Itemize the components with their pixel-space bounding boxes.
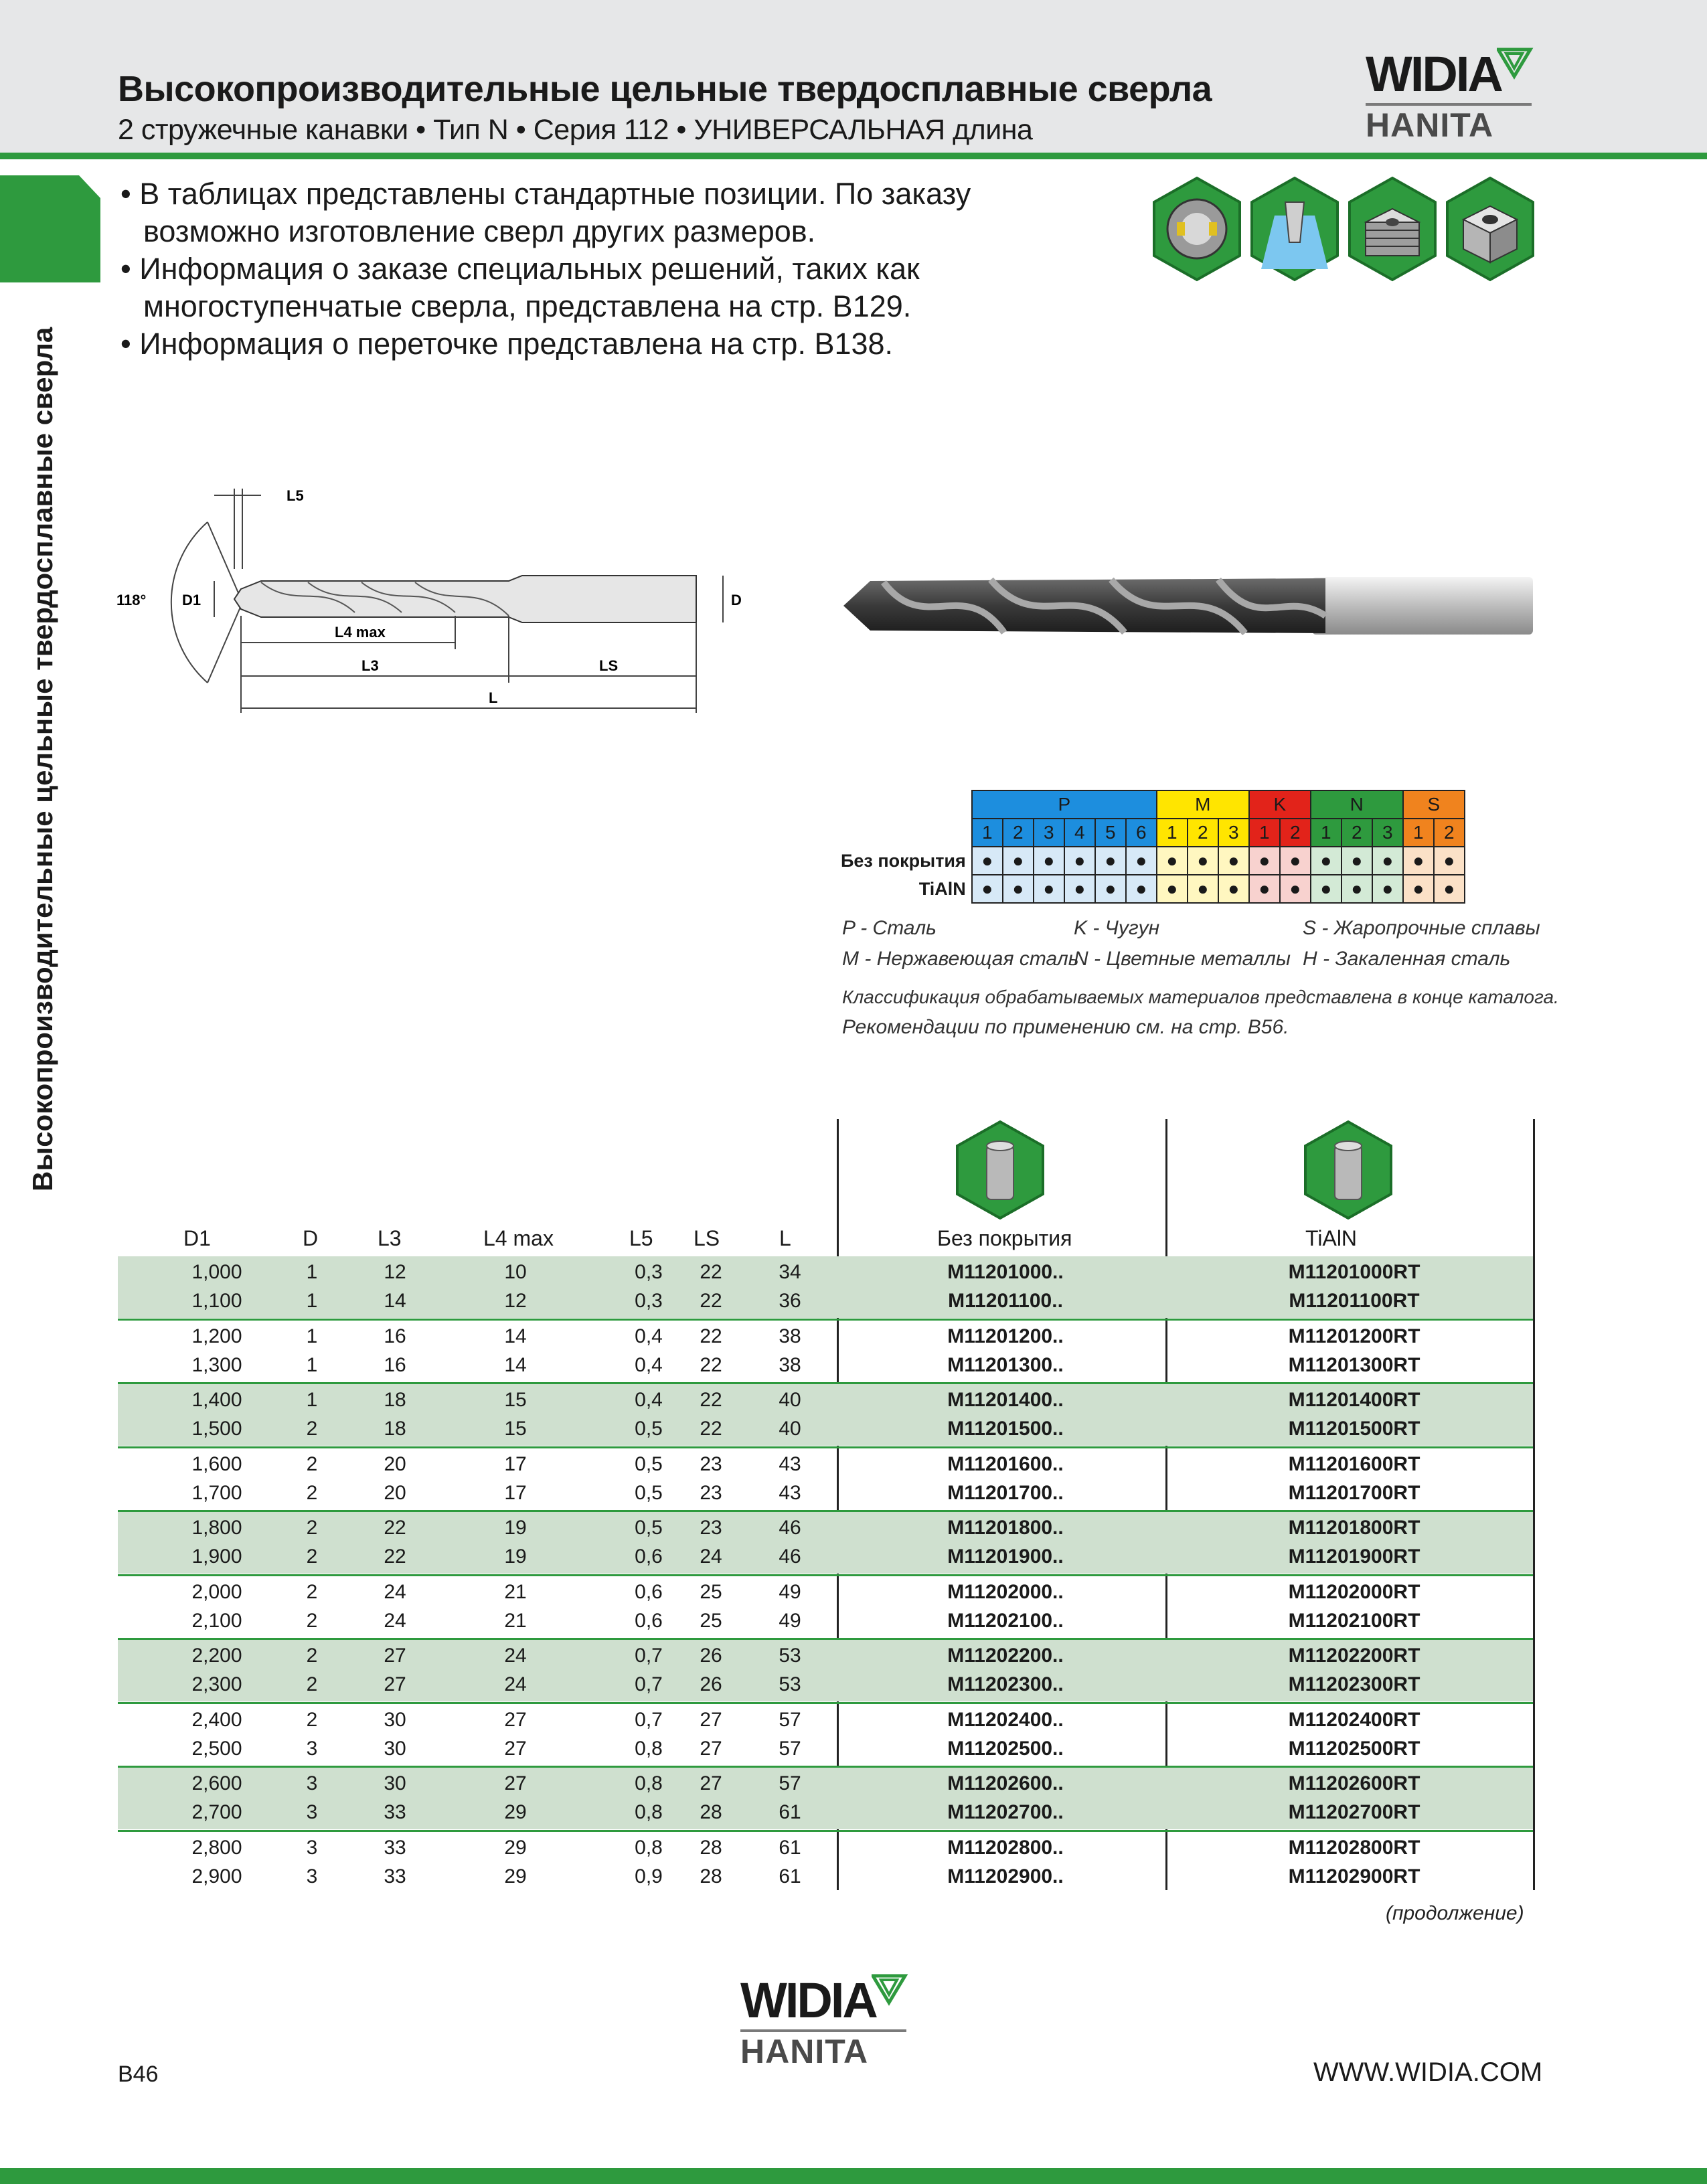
table-cell: 22 bbox=[384, 1545, 406, 1568]
table-cell: 28 bbox=[700, 1801, 722, 1823]
table-cell: 1,700 bbox=[191, 1481, 242, 1504]
table-cell[interactable]: M11202600RT bbox=[1288, 1772, 1420, 1794]
table-cell[interactable]: M11202400RT bbox=[1288, 1708, 1420, 1731]
table-row bbox=[0, 1768, 1707, 1797]
row-separator bbox=[118, 1382, 1533, 1384]
table-cell[interactable]: M11201400RT bbox=[1288, 1389, 1420, 1411]
table-cell: 27 bbox=[700, 1737, 722, 1760]
table-cell: 2 bbox=[306, 1418, 318, 1440]
legend-item: N - Цветные металлы bbox=[1074, 948, 1291, 970]
table-cell: 1,100 bbox=[191, 1290, 242, 1312]
info-bullets bbox=[120, 175, 1084, 363]
table-cell: 1,600 bbox=[191, 1452, 242, 1475]
table-cell: 2 bbox=[306, 1452, 318, 1475]
table-cell: 43 bbox=[779, 1481, 801, 1504]
table-cell: 61 bbox=[779, 1836, 801, 1859]
table-cell: 0,3 bbox=[635, 1261, 663, 1283]
table-cell: 22 bbox=[700, 1261, 722, 1283]
table-cell: 0,5 bbox=[635, 1517, 663, 1539]
table-cell: 25 bbox=[700, 1609, 722, 1632]
table-cell[interactable]: M11201100RT bbox=[1289, 1290, 1420, 1312]
table-cell: 57 bbox=[779, 1737, 801, 1760]
recommendation-note: Рекомендации по применению см. на стр. B56. bbox=[842, 1016, 1289, 1038]
legend-item: K - Чугун bbox=[1074, 917, 1160, 939]
table-cell: 17 bbox=[504, 1481, 527, 1504]
page-subtitle: 2 стружечные канавки • Тип N • Серия 112 • УНИВЕРСАЛЬНАЯ длина bbox=[118, 114, 1033, 146]
table-cell: 0,6 bbox=[635, 1545, 663, 1568]
material-group-k: K bbox=[1249, 790, 1311, 819]
table-cell: 3 bbox=[306, 1801, 318, 1823]
table-cell: 61 bbox=[779, 1865, 801, 1887]
table-cell: 0,8 bbox=[635, 1737, 663, 1760]
table-cell: 3 bbox=[306, 1865, 318, 1887]
table-cell: 17 bbox=[504, 1452, 527, 1475]
table-cell: 0,8 bbox=[635, 1772, 663, 1794]
table-row bbox=[0, 1385, 1707, 1414]
table-cell[interactable]: M11202900RT bbox=[1288, 1865, 1420, 1887]
row-separator bbox=[118, 1446, 1533, 1448]
drill-dimension-drawing bbox=[107, 482, 750, 726]
table-cell: 1,000 bbox=[191, 1261, 242, 1283]
table-row bbox=[0, 1321, 1707, 1350]
row-separator bbox=[118, 1638, 1533, 1640]
footer-logo bbox=[740, 1972, 914, 2070]
table-cell: 12 bbox=[384, 1261, 406, 1283]
coolant-icon bbox=[1252, 178, 1337, 280]
table-cell: 1,400 bbox=[191, 1389, 242, 1411]
table-row bbox=[0, 1734, 1707, 1762]
angle-label: 118° bbox=[116, 592, 147, 608]
bullet-item: • В таблицах представлены стандартные позиции. По заказу возможно изготовление сверл других размеров. bbox=[120, 177, 971, 248]
table-cell: 2 bbox=[306, 1708, 318, 1731]
table-cell: 0,8 bbox=[635, 1801, 663, 1823]
page-title: Высокопроизводительные цельные твердосплавные сверла bbox=[118, 69, 1212, 109]
table-cell: 1,300 bbox=[191, 1353, 242, 1376]
table-cell: 2 bbox=[306, 1580, 318, 1603]
table-cell: 1 bbox=[306, 1353, 318, 1376]
table-cell[interactable]: M11201000.. bbox=[947, 1261, 1064, 1283]
table-row bbox=[0, 1797, 1707, 1826]
table-cell: 2,600 bbox=[191, 1772, 242, 1794]
footer-bar bbox=[0, 2168, 1707, 2184]
col-header-l: L bbox=[779, 1226, 791, 1250]
table-cell: 18 bbox=[384, 1389, 406, 1411]
table-cell: 36 bbox=[779, 1290, 801, 1312]
table-cell[interactable]: M11201100.. bbox=[948, 1290, 1063, 1312]
table-cell[interactable]: M11201200RT bbox=[1288, 1325, 1420, 1347]
table-cell: 19 bbox=[504, 1517, 527, 1539]
table-cell: 38 bbox=[779, 1353, 801, 1376]
table-cell[interactable]: M11201500.. bbox=[947, 1418, 1064, 1440]
table-cell: 2,800 bbox=[191, 1836, 242, 1859]
legend-item: S - Жаропрочные сплавы bbox=[1303, 917, 1540, 939]
table-cell[interactable]: M11202200RT bbox=[1288, 1645, 1420, 1667]
table-cell[interactable]: M11201300RT bbox=[1288, 1353, 1420, 1376]
coating-row-label: TiAlN bbox=[918, 878, 966, 899]
table-cell: 29 bbox=[504, 1865, 527, 1887]
svg-text:L: L bbox=[489, 689, 498, 706]
table-cell: 57 bbox=[779, 1708, 801, 1731]
logo-rule bbox=[1366, 103, 1532, 106]
table-cell: 2,700 bbox=[191, 1801, 242, 1823]
table-row bbox=[0, 1641, 1707, 1669]
material-group-m: M bbox=[1157, 790, 1249, 819]
table-cell: 2 bbox=[306, 1545, 318, 1568]
drilling-icon bbox=[1154, 178, 1240, 280]
table-row bbox=[0, 1833, 1707, 1861]
table-cell: 2 bbox=[306, 1481, 318, 1504]
table-row bbox=[0, 1449, 1707, 1478]
table-cell[interactable]: M11201500RT bbox=[1288, 1418, 1420, 1440]
table-cell: 40 bbox=[779, 1418, 801, 1440]
table-cell: 25 bbox=[700, 1580, 722, 1603]
svg-text:L4 max: L4 max bbox=[335, 624, 386, 641]
table-cell: 27 bbox=[504, 1737, 527, 1760]
table-cell: 1,500 bbox=[191, 1418, 242, 1440]
table-row bbox=[0, 1606, 1707, 1634]
table-row bbox=[0, 1577, 1707, 1606]
table-cell: 0,5 bbox=[635, 1452, 663, 1475]
table-cell[interactable]: M11201700RT bbox=[1288, 1481, 1420, 1504]
table-cell[interactable]: M11202200.. bbox=[947, 1645, 1064, 1667]
table-cell[interactable]: M11202900.. bbox=[947, 1865, 1064, 1887]
table-cell: 0,7 bbox=[635, 1708, 663, 1731]
table-cell: 0,7 bbox=[635, 1645, 663, 1667]
coating-row-label: Без покрытия bbox=[841, 850, 966, 871]
table-cell[interactable]: M11201900RT bbox=[1288, 1545, 1420, 1568]
col-header-d: D bbox=[303, 1226, 319, 1250]
table-cell: 49 bbox=[779, 1580, 801, 1603]
table-cell: 29 bbox=[504, 1801, 527, 1823]
logo-widia-text: WIDIA bbox=[1366, 46, 1501, 102]
material-group-s: S bbox=[1403, 790, 1465, 819]
table-cell: 16 bbox=[384, 1325, 406, 1347]
table-cell[interactable]: M11202700.. bbox=[947, 1801, 1064, 1823]
table-cell: 1,200 bbox=[191, 1325, 242, 1347]
table-cell: 0,8 bbox=[635, 1836, 663, 1859]
table-cell: 2,100 bbox=[191, 1609, 242, 1632]
legend-item: H - Закаленная сталь bbox=[1303, 948, 1511, 970]
tialn-grade-icon bbox=[1301, 1119, 1395, 1223]
table-cell: 27 bbox=[700, 1708, 722, 1731]
table-cell: 27 bbox=[384, 1673, 406, 1695]
table-cell: 2,000 bbox=[191, 1580, 242, 1603]
svg-text:L3: L3 bbox=[361, 657, 379, 674]
table-cell: 18 bbox=[384, 1418, 406, 1440]
section-tab bbox=[0, 175, 100, 282]
table-cell: 24 bbox=[504, 1673, 527, 1695]
table-cell: 20 bbox=[384, 1452, 406, 1475]
svg-text:LS: LS bbox=[599, 657, 619, 674]
table-cell: 33 bbox=[384, 1801, 406, 1823]
table-cell: 3 bbox=[306, 1772, 318, 1794]
table-cell[interactable]: M11202800RT bbox=[1288, 1836, 1420, 1859]
table-cell: 1 bbox=[306, 1261, 318, 1283]
col-header-ls: LS bbox=[694, 1226, 720, 1250]
table-cell: 14 bbox=[504, 1353, 527, 1376]
table-cell[interactable]: M11201900.. bbox=[947, 1545, 1064, 1568]
row-separator bbox=[118, 1574, 1533, 1576]
table-cell: 2,400 bbox=[191, 1708, 242, 1731]
table-cell: 22 bbox=[384, 1517, 406, 1539]
table-cell: 2,200 bbox=[191, 1645, 242, 1667]
table-row bbox=[0, 1541, 1707, 1570]
table-cell: 33 bbox=[384, 1865, 406, 1887]
table-cell[interactable]: M11202700RT bbox=[1288, 1801, 1420, 1823]
table-cell[interactable]: M11202300.. bbox=[947, 1673, 1064, 1695]
table-cell: 12 bbox=[504, 1290, 527, 1312]
col-header-l4max: L4 max bbox=[483, 1226, 554, 1250]
table-cell[interactable]: M11202100RT bbox=[1288, 1609, 1420, 1632]
table-cell: 22 bbox=[700, 1389, 722, 1411]
table-cell[interactable]: M11201700.. bbox=[947, 1481, 1064, 1504]
table-cell: 28 bbox=[700, 1865, 722, 1887]
table-cell: 27 bbox=[384, 1645, 406, 1667]
table-cell: 1 bbox=[306, 1389, 318, 1411]
table-cell: 27 bbox=[504, 1772, 527, 1794]
table-cell[interactable]: M11202500.. bbox=[947, 1737, 1064, 1760]
bullet-item: • Информация о переточке представлена на стр. B138. bbox=[120, 327, 894, 361]
table-cell: 10 bbox=[504, 1261, 527, 1283]
stack-drilling-icon bbox=[1350, 178, 1435, 280]
table-cell: 2,500 bbox=[191, 1737, 242, 1760]
uncoated-grade-icon bbox=[953, 1119, 1047, 1223]
table-cell: 29 bbox=[504, 1836, 527, 1859]
widia-logo-icon bbox=[872, 1973, 912, 2007]
table-cell: 22 bbox=[700, 1290, 722, 1312]
table-cell: 26 bbox=[700, 1645, 722, 1667]
table-cell: 30 bbox=[384, 1708, 406, 1731]
table-cell: 0,5 bbox=[635, 1418, 663, 1440]
table-cell: 0,4 bbox=[635, 1353, 663, 1376]
svg-text:D1: D1 bbox=[182, 592, 201, 608]
table-cell[interactable]: M11201200.. bbox=[947, 1325, 1064, 1347]
table-cell[interactable]: M11201300.. bbox=[947, 1353, 1064, 1376]
table-cell: 30 bbox=[384, 1737, 406, 1760]
table-row bbox=[0, 1513, 1707, 1541]
table-cell: 14 bbox=[504, 1325, 527, 1347]
row-separator bbox=[118, 1510, 1533, 1512]
table-cell: 2 bbox=[306, 1517, 318, 1539]
continued-note: (продолжение) bbox=[1386, 1902, 1524, 1924]
bullet-item: • Информация о заказе специальных решений, таких как многоступенчатые сверла, представлена на стр. B129. bbox=[120, 252, 920, 323]
legend-item: M - Нержавеющая сталь bbox=[842, 948, 1079, 970]
table-cell: 46 bbox=[779, 1545, 801, 1568]
table-row bbox=[0, 1669, 1707, 1698]
table-row bbox=[0, 1478, 1707, 1507]
table-cell[interactable]: M11201400.. bbox=[947, 1389, 1064, 1411]
table-cell[interactable]: M11202300RT bbox=[1288, 1673, 1420, 1695]
col-header-l5: L5 bbox=[629, 1226, 653, 1250]
table-cell: 0,5 bbox=[635, 1481, 663, 1504]
table-cell[interactable]: M11202000.. bbox=[947, 1580, 1064, 1603]
page-number: B46 bbox=[118, 2062, 159, 2087]
material-suitability-table: P M K N S 1 2 3 4 5 6 1 2 3 1 2 1 2 3 1 2 Без покрытия ● ● ● ● ● ● ● ● ● ● ● ● ● ● ● ● TiAlN ● ● ● ● ● ● ● ● ● ● ● ● ● ● ● ● bbox=[841, 790, 1465, 904]
table-cell: 57 bbox=[779, 1772, 801, 1794]
table-cell: 2,300 bbox=[191, 1673, 242, 1695]
table-cell: 53 bbox=[779, 1645, 801, 1667]
logo-hanita-text: HANITA bbox=[1366, 106, 1494, 144]
table-cell: 22 bbox=[700, 1325, 722, 1347]
table-cell: 22 bbox=[700, 1353, 722, 1376]
table-cell: 0,6 bbox=[635, 1580, 663, 1603]
table-cell: 0,4 bbox=[635, 1389, 663, 1411]
table-cell: 24 bbox=[504, 1645, 527, 1667]
table-cell[interactable]: M11201800.. bbox=[947, 1517, 1064, 1539]
table-row bbox=[0, 1286, 1707, 1315]
table-cell: 43 bbox=[779, 1452, 801, 1475]
table-cell[interactable]: M11202400.. bbox=[947, 1708, 1064, 1731]
col-header-d1: D1 bbox=[183, 1226, 211, 1250]
row-separator bbox=[118, 1702, 1533, 1704]
classification-note: Классификация обрабатываемых материалов представлена в конце каталога. bbox=[842, 987, 1559, 1007]
table-cell: 34 bbox=[779, 1261, 801, 1283]
row-separator bbox=[118, 1766, 1533, 1768]
table-cell[interactable]: M11202600.. bbox=[947, 1772, 1064, 1794]
table-cell: 26 bbox=[700, 1673, 722, 1695]
table-cell: 0,3 bbox=[635, 1290, 663, 1312]
table-cell: 1,800 bbox=[191, 1517, 242, 1539]
table-cell: 2 bbox=[306, 1673, 318, 1695]
table-cell[interactable]: M11202500RT bbox=[1288, 1737, 1420, 1760]
widia-logo-icon bbox=[1497, 47, 1537, 80]
website-link[interactable]: WWW.WIDIA.COM bbox=[1313, 2057, 1543, 2087]
table-cell: 28 bbox=[700, 1836, 722, 1859]
table-cell[interactable]: M11201800RT bbox=[1288, 1517, 1420, 1539]
table-cell[interactable]: M11201000RT bbox=[1288, 1261, 1420, 1283]
svg-text:L5: L5 bbox=[287, 487, 304, 504]
table-cell: 3 bbox=[306, 1836, 318, 1859]
table-cell: 61 bbox=[779, 1801, 801, 1823]
table-cell: 16 bbox=[384, 1353, 406, 1376]
row-separator bbox=[118, 1830, 1533, 1832]
svg-text:D: D bbox=[731, 592, 742, 608]
table-cell: 1,900 bbox=[191, 1545, 242, 1568]
table-cell: 15 bbox=[504, 1389, 527, 1411]
block-icon bbox=[1447, 178, 1533, 280]
table-cell[interactable]: M11201600RT bbox=[1288, 1452, 1420, 1475]
col-header-uncoated: Без покрытия bbox=[937, 1226, 1072, 1250]
table-cell: 30 bbox=[384, 1772, 406, 1794]
table-cell: 23 bbox=[700, 1481, 722, 1504]
table-cell: 24 bbox=[384, 1609, 406, 1632]
material-group-n: N bbox=[1311, 790, 1403, 819]
table-cell: 15 bbox=[504, 1418, 527, 1440]
application-icons bbox=[1150, 175, 1545, 292]
table-cell: 40 bbox=[779, 1389, 801, 1411]
table-cell: 2 bbox=[306, 1645, 318, 1667]
table-cell: 23 bbox=[700, 1517, 722, 1539]
col-header-tialn: TiAlN bbox=[1305, 1226, 1358, 1250]
table-cell[interactable]: M11202000RT bbox=[1288, 1580, 1420, 1603]
table-cell: 0,4 bbox=[635, 1325, 663, 1347]
table-row bbox=[0, 1257, 1707, 1286]
table-cell: 27 bbox=[504, 1708, 527, 1731]
table-cell[interactable]: M11201600.. bbox=[947, 1452, 1064, 1475]
material-group-p: P bbox=[972, 790, 1157, 819]
table-row bbox=[0, 1414, 1707, 1442]
table-cell: 22 bbox=[700, 1418, 722, 1440]
table-cell: 24 bbox=[384, 1580, 406, 1603]
table-cell: 0,6 bbox=[635, 1609, 663, 1632]
table-cell: 1 bbox=[306, 1325, 318, 1347]
table-cell: 21 bbox=[504, 1580, 527, 1603]
table-cell: 20 bbox=[384, 1481, 406, 1504]
table-cell: 53 bbox=[779, 1673, 801, 1695]
table-cell: 0,9 bbox=[635, 1865, 663, 1887]
table-cell[interactable]: M11202800.. bbox=[947, 1836, 1064, 1859]
table-cell[interactable]: M11202100.. bbox=[947, 1609, 1064, 1632]
side-section-label: Высокопроизводительные цельные твердосплавные сверла bbox=[27, 327, 58, 1191]
table-row bbox=[0, 1861, 1707, 1890]
logo-rule bbox=[740, 2029, 906, 2032]
table-cell: 46 bbox=[779, 1517, 801, 1539]
table-cell: 14 bbox=[384, 1290, 406, 1312]
logo-widia-text: WIDIA bbox=[740, 1972, 876, 2028]
table-cell: 21 bbox=[504, 1609, 527, 1632]
table-cell: 27 bbox=[700, 1772, 722, 1794]
table-cell: 2 bbox=[306, 1609, 318, 1632]
table-cell: 0,7 bbox=[635, 1673, 663, 1695]
table-cell: 19 bbox=[504, 1545, 527, 1568]
drill-product-image bbox=[843, 569, 1540, 646]
table-cell: 1 bbox=[306, 1290, 318, 1312]
table-cell: 2,900 bbox=[191, 1865, 242, 1887]
table-cell: 38 bbox=[779, 1325, 801, 1347]
col-header-l3: L3 bbox=[378, 1226, 402, 1250]
table-cell: 23 bbox=[700, 1452, 722, 1475]
table-cell: 33 bbox=[384, 1836, 406, 1859]
table-cell: 24 bbox=[700, 1545, 722, 1568]
table-row bbox=[0, 1350, 1707, 1379]
table-cell: 49 bbox=[779, 1609, 801, 1632]
table-cell: 3 bbox=[306, 1737, 318, 1760]
legend-item: P - Сталь bbox=[842, 917, 937, 939]
table-row bbox=[0, 1705, 1707, 1734]
logo-hanita-text: HANITA bbox=[740, 2033, 869, 2070]
row-separator bbox=[118, 1319, 1533, 1321]
widia-hanita-logo bbox=[1366, 46, 1540, 144]
